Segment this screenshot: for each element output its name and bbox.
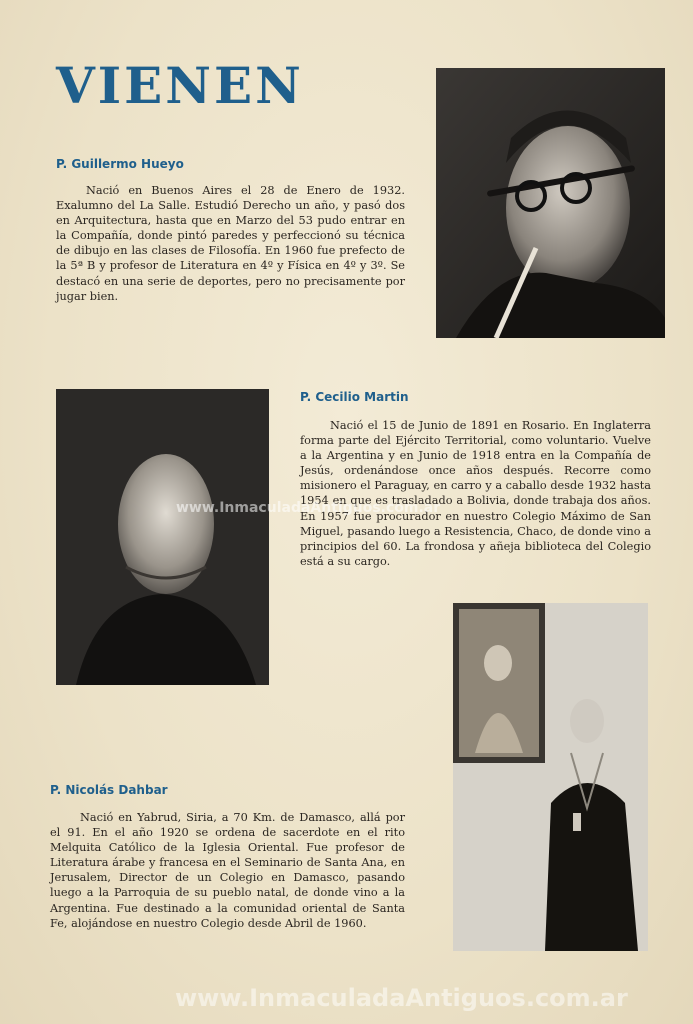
watermark-bottom: www.InmaculadaAntiguos.com.ar xyxy=(175,984,628,1012)
person-bio-martin: Nació el 15 de Junio de 1891 en Rosario. En Inglaterra forma parte del Ejército Territorial, como voluntario. Vuelve a la Argentina y en Junio de 1918 entra en la Compañía de Jesús, ordenándose once años después. Recorre como misionero el Paraguay, en carro y a caballo desde 1932 hasta 1954 en que es trasladado a Bolivia, donde trabaja dos años. En 1957 fue procurador en nuestro Colegio Máximo de San Miguel, pasando luego a Resistencia, Chaco, de donde vino a principios del 60. La frondosa y añeja biblioteca del Colegio está a su cargo. xyxy=(300,419,651,568)
page-title: VIENEN xyxy=(56,56,304,115)
photo-martin xyxy=(56,389,269,685)
person-name-dahbar: P. Nicolás Dahbar xyxy=(50,783,168,797)
person-bio-dahbar: Nació en Yabrud, Siria, a 70 Km. de Damasco, allá por el 91. En el año 1920 se ordena de sacerdote en el rito Melquita Católico de la Iglesia Oriental. Fue profesor de Literatura árabe y francesa en el Seminario de Santa Ana, en Jerusalem, Director de un Colegio en Damasco, pasando luego a la Parroquia de su pueblo natal, de donde vino a la Argentina. Fue destinado a la comunidad oriental de Santa Fe, alojándose en nuestro Colegio desde Abril de 1960. xyxy=(50,811,405,930)
person-name-hueyo: P. Guillermo Hueyo xyxy=(56,157,184,171)
watermark-middle: www.InmaculadaAntiguos.com.ar xyxy=(176,500,441,516)
photo-dahbar xyxy=(453,603,648,951)
person-name-martin: P. Cecilio Martin xyxy=(300,390,409,404)
person-bio-hueyo: Nació en Buenos Aires el 28 de Enero de 1932. Exalumno del La Salle. Estudió Derecho un año, y pasó dos en Arquitectura, hasta que en Marzo del 53 pudo entrar en la Compañía, donde pintó paredes y perfeccionó su técnica de dibujo en las clases de Filosofía. En 1960 fue prefecto de la 5ª B y profesor de Literatura en 4º y Física en 4º y 3º. Se destacó en una serie de deportes, pero no precisamente por jugar bien. xyxy=(56,184,405,303)
photo-hueyo xyxy=(436,68,665,338)
